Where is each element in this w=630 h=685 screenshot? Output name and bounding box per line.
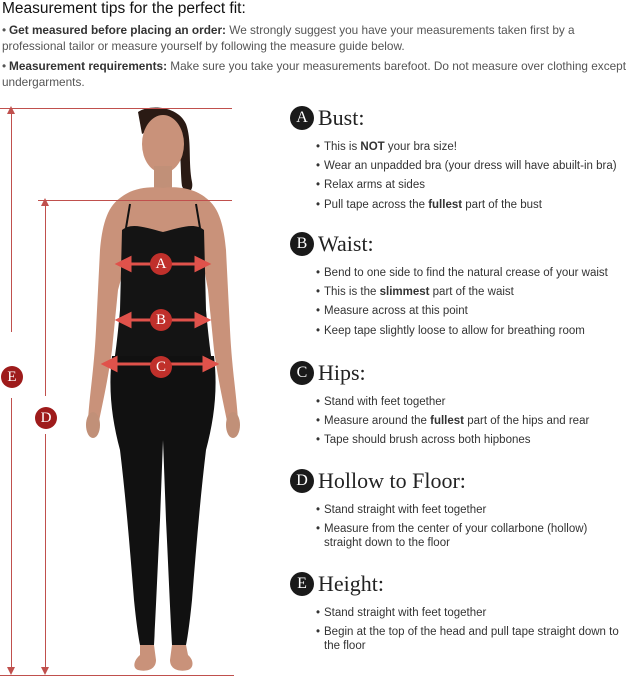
- tip-text: Make sure you take your measurements barefoot. Do not measure over clothing except undergarments.: [2, 59, 627, 89]
- list-item: • Bend to one side to find the natural crease of your waist: [290, 266, 630, 280]
- marker-a: A: [150, 253, 172, 275]
- list-item: • Measure across at this point: [290, 304, 630, 318]
- arrow-down-icon: [7, 667, 15, 675]
- section-hollow-to-floor: [290, 467, 630, 555]
- marker-d: D: [35, 407, 57, 429]
- collarbone-guide-line: [38, 200, 232, 201]
- list-item: • Stand straight with feet together: [290, 606, 620, 620]
- height-line-upper: [11, 112, 12, 332]
- section-title: Bust:: [318, 105, 365, 130]
- letter-d-icon: D: [290, 469, 314, 493]
- bullet-icon: •: [2, 23, 7, 37]
- list-item: • Measure around the fullest part of the hips and rear: [290, 414, 630, 428]
- letter-e-icon: E: [290, 572, 314, 596]
- tip-label: Get measured before placing an order:: [9, 23, 226, 37]
- tip-requirements: [2, 58, 627, 90]
- section-hips: [290, 359, 630, 453]
- measurement-figure: [0, 100, 260, 685]
- letter-a-icon: A: [290, 106, 314, 130]
- letter-c-icon: C: [290, 361, 314, 385]
- arrow-up-icon: [7, 106, 15, 114]
- letter-b-icon: B: [290, 232, 314, 256]
- arrow-down-icon: [41, 667, 49, 675]
- head-guide-line: [0, 108, 232, 109]
- section-title: Hollow to Floor:: [318, 468, 466, 493]
- marker-e: E: [1, 366, 23, 388]
- list-item: • Pull tape across the fullest part of the bust: [290, 198, 630, 212]
- marker-b: B: [150, 309, 172, 331]
- height-line-lower: [11, 398, 12, 670]
- list-item: • Wear an unpadded bra (your dress will have abuilt-in bra): [290, 159, 630, 173]
- bullet-icon: •: [2, 59, 7, 73]
- marker-c: C: [150, 356, 172, 378]
- section-title: Height:: [318, 571, 384, 596]
- list-item: • Measure from the center of your collarbone (hollow) straight down to the floor: [290, 522, 620, 550]
- tip-label: Measurement requirements:: [9, 59, 167, 73]
- section-bust: [290, 104, 630, 217]
- floor-guide-line: [0, 675, 234, 676]
- woman-silhouette-image: [0, 100, 260, 685]
- list-item: • Keep tape slightly loose to allow for breathing room: [290, 324, 630, 338]
- section-waist: [290, 230, 630, 343]
- hollow-line-lower: [45, 434, 46, 670]
- section-title: Hips:: [318, 360, 366, 385]
- list-item: • Tape should brush across both hipbones: [290, 433, 630, 447]
- hollow-line-upper: [45, 204, 46, 396]
- page-title: Measurement tips for the perfect fit:: [2, 0, 246, 17]
- list-item: • This is the slimmest part of the waist: [290, 285, 630, 299]
- list-item: • Begin at the top of the head and pull tape straight down to the floor: [290, 625, 620, 653]
- arrow-up-icon: [41, 198, 49, 206]
- tip-text: We strongly suggest you have your measurements taken first by a professional tailor or measure yourself by following the measure guide below.: [2, 23, 575, 53]
- list-item: • Stand with feet together: [290, 395, 630, 409]
- list-item: • This is NOT your bra size!: [290, 140, 630, 154]
- list-item: • Relax arms at sides: [290, 178, 630, 192]
- section-title: Waist:: [318, 231, 374, 256]
- tip-get-measured: [2, 22, 627, 54]
- list-item: • Stand straight with feet together: [290, 503, 620, 517]
- section-height: [290, 570, 630, 658]
